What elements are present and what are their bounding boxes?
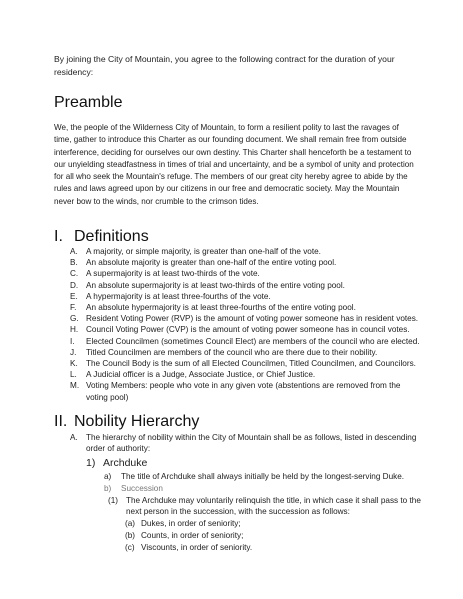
list-item — [70, 380, 420, 402]
list-item-text: A hypermajority is at least three-fourths of the vote. — [86, 291, 271, 301]
list-item — [70, 324, 420, 335]
list-item-text: The title of Archduke shall always initially be held by the longest-serving Duke. — [121, 472, 405, 481]
list-item-text: A majority, or simple majority, is greater than one-half of the vote. — [86, 247, 321, 256]
subsection-title: Succession — [121, 484, 163, 493]
list-marker: G. — [70, 314, 79, 324]
list-item — [70, 347, 420, 358]
list-marker: A. — [70, 247, 78, 256]
list-item — [70, 336, 420, 347]
preamble-heading: Preamble — [54, 94, 123, 111]
list-item-text: Counts, in order of seniority; — [141, 531, 244, 540]
list-item-text: A Judicial officer is a Judge, Associate Justice, or Chief Justice. — [86, 370, 316, 380]
order-item — [125, 530, 415, 541]
intro-paragraph: By joining the City of Mountain, you agree to the following contract for the duration of your residency: — [54, 54, 395, 77]
list-item — [70, 280, 420, 291]
list-marker: b) — [104, 484, 112, 493]
list-marker: C. — [70, 269, 79, 279]
section-number: I. — [54, 228, 63, 245]
list-marker: (1) — [108, 496, 119, 505]
list-item — [70, 302, 420, 313]
list-marker: B. — [70, 258, 78, 268]
list-marker: (a) — [125, 519, 136, 528]
list-item — [70, 313, 420, 324]
list-item-text: Council Voting Power (CVP) is the amount of voting power someone has in council votes. — [86, 325, 410, 335]
list-marker: (c) — [125, 543, 135, 552]
order-item — [125, 518, 415, 529]
list-marker: K. — [70, 359, 78, 369]
list-marker: (b) — [125, 531, 136, 540]
section-title: Definitions — [74, 228, 149, 245]
list-item-text: Voting Members: people who vote in any given vote (abstentions are removed from the voting pool) — [86, 381, 401, 402]
list-item-text: Titled Councilmen are members of the council who are there due to their nobility. — [86, 347, 378, 357]
list-item — [70, 268, 420, 279]
list-item-text: Dukes, in order of seniority; — [141, 519, 241, 528]
nobility-heading — [54, 413, 199, 431]
list-marker: 1) — [86, 457, 96, 469]
list-item-text: An absolute hypermajority is at least three-fourths of the entire voting pool. — [86, 303, 356, 313]
list-item — [70, 246, 420, 257]
subsection-title: Archduke — [103, 457, 148, 469]
list-marker: a) — [104, 472, 112, 481]
section-number: II. — [54, 413, 68, 430]
list-item-text: The Council Body is the sum of all Elected Councilmen, Titled Councilmen, and Councilors. — [86, 359, 416, 369]
list-marker: F. — [70, 303, 77, 313]
list-marker: J. — [70, 347, 77, 357]
list-item-text: Resident Voting Power (RVP) is the amount of voting power someone has in resident votes. — [86, 314, 419, 324]
definitions-list — [70, 246, 420, 403]
list-item — [70, 358, 420, 369]
nobility-item-a — [70, 432, 420, 455]
archduke-item-a — [104, 471, 420, 482]
list-item-text: An absolute supermajority is at least two-thirds of the entire voting pool. — [86, 280, 345, 290]
list-item-text: Viscounts, in order of seniority. — [141, 543, 253, 552]
list-item — [70, 291, 420, 302]
list-marker: D. — [70, 280, 79, 290]
list-marker: I. — [70, 336, 75, 346]
preamble-paragraph: We, the people of the Wilderness City of Mountain, to form a resilient polity to last the ravages of time, gather to introduce this Charter as our founding document. We shall remain free from outside interference, deciding for ourselves our own destiny. This Charter shall henceforth be a testament to our unyielding steadfastness in times of trial and uncertainty, and be a symbol of unity and protection for all who seek the Mountain's refuge. The members of our great city hereby agree to abide by the rules and laws agreed upon by our citizens in our free and democratic society. May the Mountain never bow to the winds, nor crumble to the crimson tides. — [54, 123, 414, 206]
list-item-text: The Archduke may voluntarily relinquish the title, in which case it shall pass to the next person in the succession, with the succession as follows: — [126, 496, 421, 517]
archduke-heading — [86, 457, 147, 469]
list-item-text: An absolute majority is greater than one-half of the entire voting pool. — [86, 258, 337, 268]
list-item-text: A supermajority is at least two-thirds of the vote. — [86, 269, 260, 279]
list-marker: M. — [70, 381, 80, 391]
list-marker: E. — [70, 291, 78, 301]
list-marker: L. — [70, 370, 77, 380]
list-marker: H. — [70, 325, 79, 335]
succession-item-1 — [108, 495, 422, 518]
definitions-heading — [54, 228, 149, 246]
list-item-text: The hierarchy of nobility within the City of Mountain shall be as follows, listed in descending order of authority: — [86, 433, 417, 454]
order-item — [125, 542, 415, 553]
succession-heading — [104, 483, 420, 494]
section-title: Nobility Hierarchy — [74, 413, 200, 430]
list-marker: A. — [70, 433, 78, 442]
list-item — [70, 369, 420, 380]
list-item — [70, 257, 420, 268]
list-item-text: Elected Councilmen (sometimes Council Elect) are members of the council who are elected. — [86, 336, 420, 346]
